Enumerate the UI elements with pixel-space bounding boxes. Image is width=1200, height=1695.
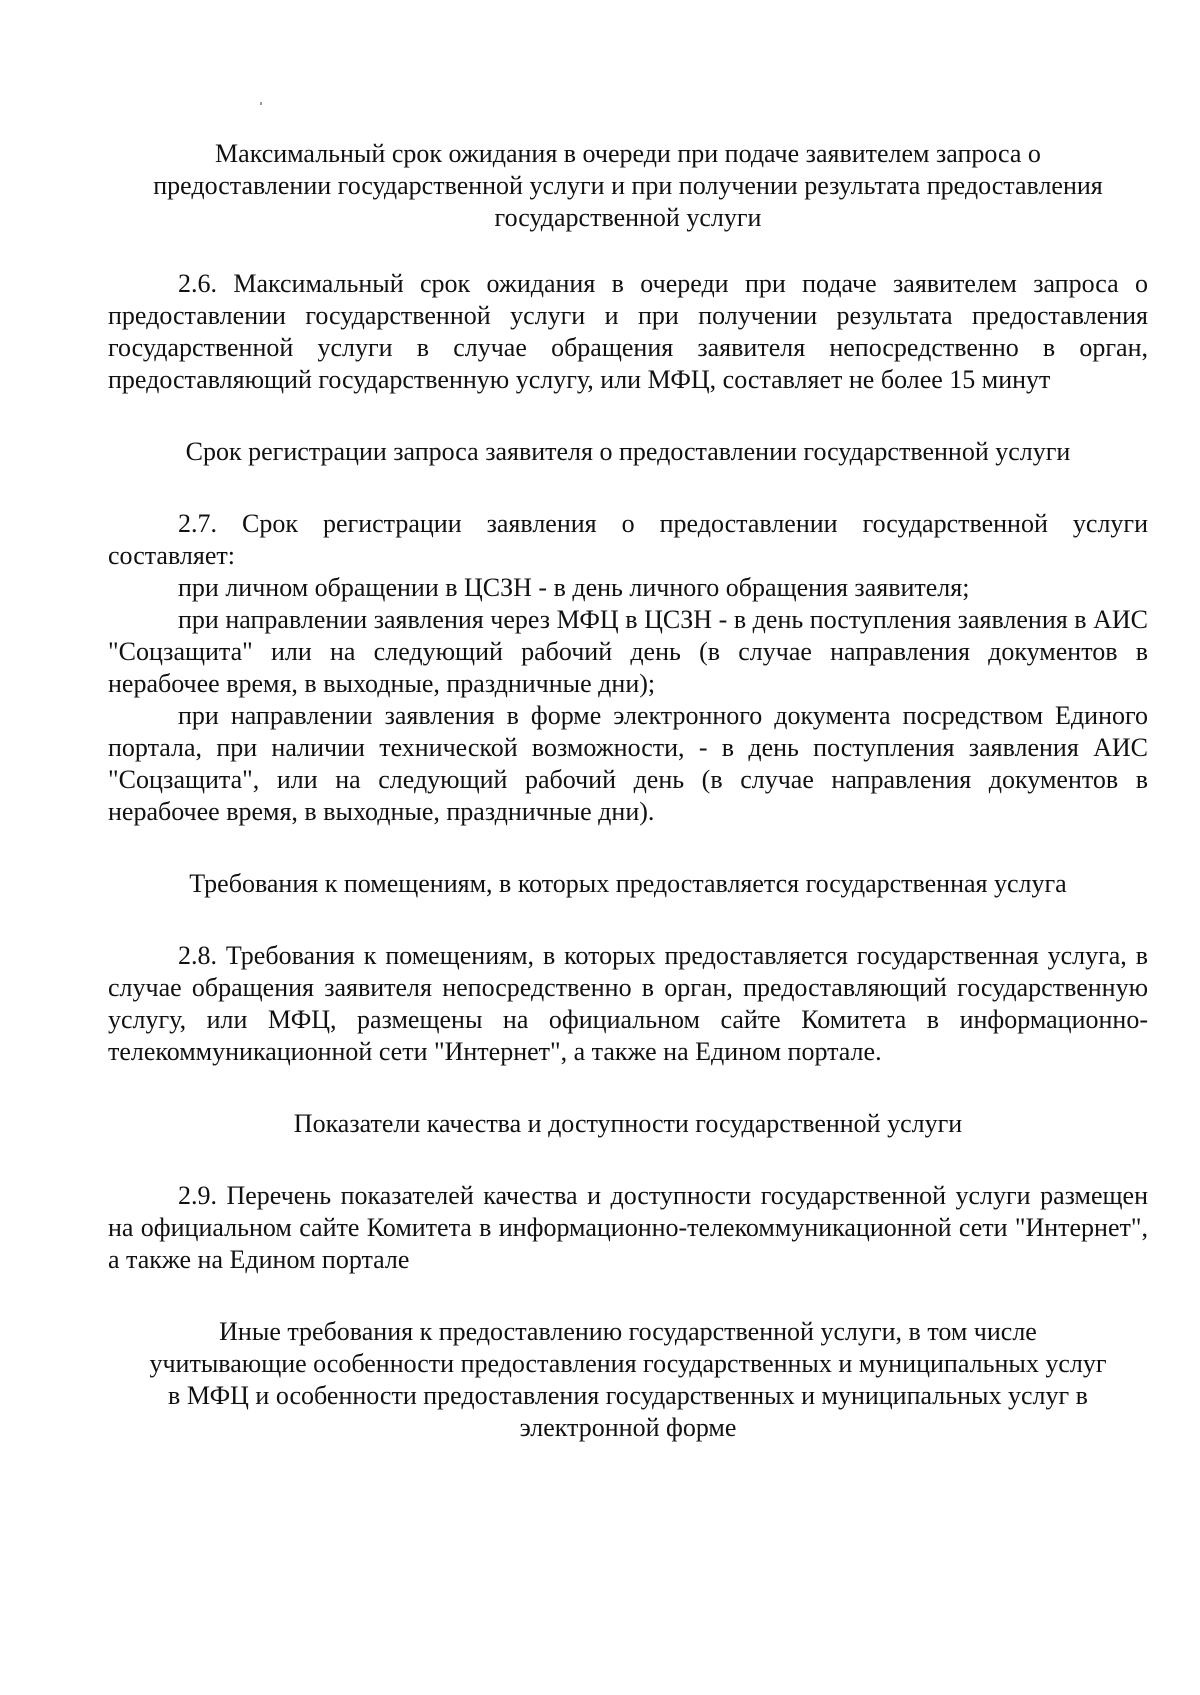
section-heading-quality-indicators: Показатели качества и доступности государственной услуги: [293, 1109, 963, 1138]
paragraph-2-7-item-1: при личном обращении в ЦСЗН - в день личного обращения заявителя;: [178, 573, 970, 602]
section-heading-premises-requirements: Требования к помещениям, в которых предоставляется государственная услуга: [189, 869, 1067, 898]
scan-speck: [260, 102, 262, 105]
document-content: [108, 138, 1148, 1444]
section-heading-queue-time: Максимальный срок ожидания в очереди при подаче заявителем запроса о предоставлении государственной услуги и при получении результата предоставления государственной услуги: [153, 139, 1103, 232]
paragraph-2-6: 2.6. Максимальный срок ожидания в очереди при подаче заявителем запроса о предоставлении государственной услуги и при получении результата предоставления государственной услуги в случае обращения заявителя непосредственно в орган, предоставляющий государственную услугу, или МФЦ, составляет не более 15 минут: [108, 269, 1148, 394]
paragraph-2-7-lead: 2.7. Срок регистрации заявления о предоставлении государственной услуги составляет:: [108, 509, 1148, 570]
paragraph-2-8: 2.8. Требования к помещениям, в которых предоставляется государственная услуга, в случае обращения заявителя непосредственно в орган, предоставляющий государственную услугу, или МФЦ, размещены на официальном сайте Комитета в информационно-телекоммуникационной сети "Интернет", а также на Едином портале.: [108, 941, 1148, 1066]
paragraph-2-7-item-2: при направлении заявления через МФЦ в ЦСЗН - в день поступления заявления в АИС "Соцзащита" или на следующий рабочий день (в случае направления документов в нерабочее время, в выходные, праздничные дни);: [108, 605, 1148, 698]
paragraph-2-9: 2.9. Перечень показателей качества и доступности государственной услуги размещен на официальном сайте Комитета в информационно-телекоммуникационной сети "Интернет", а также на Едином портале: [108, 1181, 1148, 1274]
paragraph-2-7-item-3: при направлении заявления в форме электронного документа посредством Единого портала, при наличии технической возможности, - в день поступления заявления АИС "Соцзащита", или на следующий рабочий день (в случае направления документов в нерабочее время, в выходные, праздничные дни).: [108, 701, 1148, 826]
section-heading-registration-time: Срок регистрации запроса заявителя о предоставлении государственной услуги: [185, 437, 1071, 466]
section-heading-other-requirements: Иные требования к предоставлению государственной услуги, в том числе учитывающие особенности предоставления государственных и муниципальных услуг в МФЦ и особенности предоставления государственных и муниципальных услуг в электронной форме: [149, 1317, 1107, 1442]
